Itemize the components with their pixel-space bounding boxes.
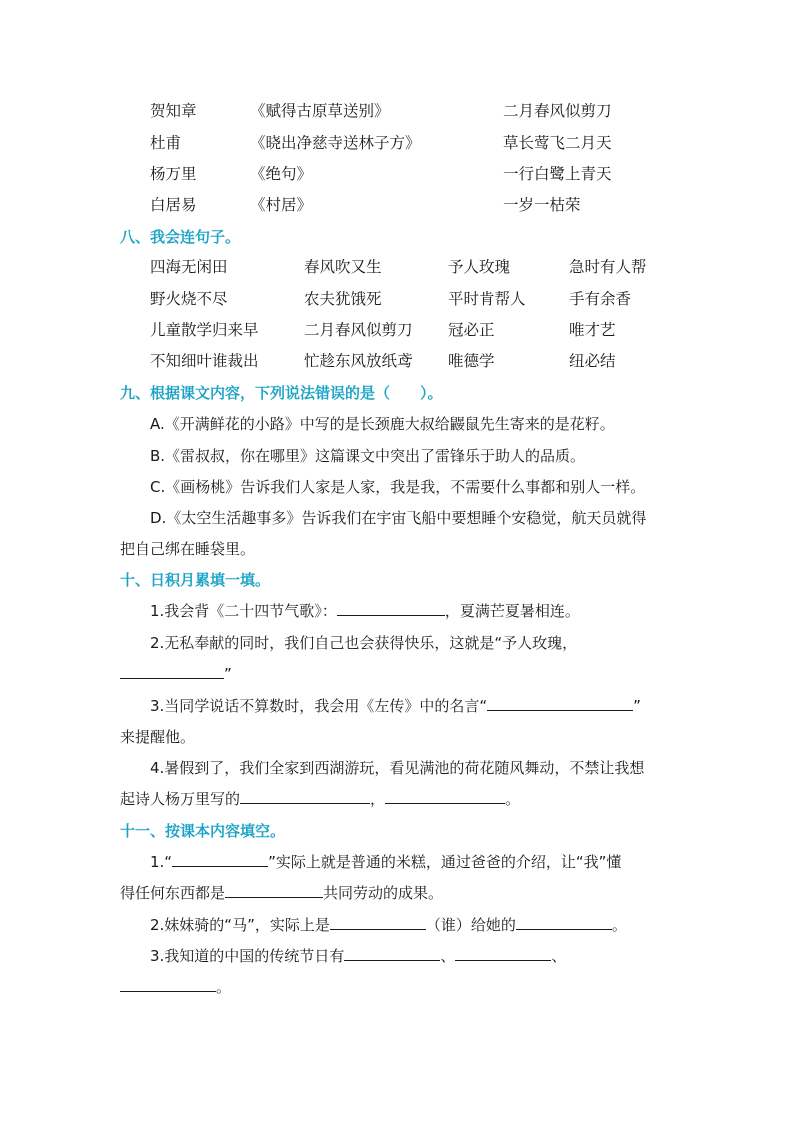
s11-q2-period: 。 (611, 916, 627, 934)
match-phrase: 唯德学 (448, 352, 495, 370)
s10-question-2 (120, 632, 680, 654)
s11-q3-blank-3[interactable] (120, 976, 216, 992)
s10-q4-blank-1[interactable] (240, 788, 370, 804)
poem-line: 草长莺飞二月天 (503, 134, 612, 152)
match-phrase: 四海无闲田 (150, 258, 228, 276)
option-c (120, 476, 680, 498)
match-phrase: 冠必正 (448, 321, 495, 339)
s11-q1-blank-1[interactable] (172, 851, 268, 867)
match-phrase: 纽必结 (569, 352, 616, 370)
s11-q3-sep-1: 、 (440, 947, 456, 965)
s10-question-1 (120, 600, 680, 622)
option-b (120, 445, 680, 467)
match-phrase: 二月春风似剪刀 (304, 321, 413, 339)
s10-q3-blank[interactable] (487, 695, 633, 711)
s10-question-4-line2 (120, 788, 680, 810)
match-phrase: 野火烧不尽 (150, 290, 228, 308)
s11-question-3-line2 (120, 976, 680, 998)
s10-question-3-line2: 来提醒他。 (120, 728, 196, 746)
s11-q2-text: （谁）给她的 (425, 916, 516, 934)
s11-q2-blank-2[interactable] (516, 914, 612, 930)
option-c-text: C.《画杨桃》告诉我们人家是人家，我是我，不需要什么事都和别人一样。 (150, 478, 646, 496)
option-b-text: B.《雷叔叔，你在哪里》这篇课文中突出了雷锋乐于助人的品质。 (150, 447, 586, 465)
s11-q3-prefix: 3.我知道的中国的传统节日有 (150, 947, 345, 965)
match-phrase: 忙趁东风放纸鸢 (304, 352, 413, 370)
match-phrase: 急时有人帮 (569, 258, 647, 276)
s10-q3-prefix: 3.当同学说话不算数时，我会用《左传》中的名言“ (150, 697, 488, 715)
s10-q2-prefix: 2.无私奉献的同时，我们自己也会获得快乐，这就是“予人玫瑰， (150, 634, 578, 652)
poem-author: 白居易 (150, 196, 197, 214)
match-phrase: 儿童散学归来早 (150, 321, 259, 339)
s10-q4-comma: ， (370, 790, 386, 808)
option-a-text: A.《开满鲜花的小路》中写的是长颈鹿大叔给鼹鼠先生寄来的是花籽。 (150, 415, 615, 433)
s10-question-4 (120, 757, 680, 779)
option-d (120, 507, 680, 529)
poem-author: 杜甫 (150, 134, 182, 152)
poem-line: 一岁一枯荣 (503, 196, 581, 214)
poem-title: 《村居》 (250, 196, 313, 214)
poem-author: 杨万里 (150, 165, 197, 183)
s11-q1-text-3: 共同劳动的成果。 (323, 884, 444, 902)
match-phrase: 农夫犹饿死 (304, 290, 382, 308)
poem-title: 《晓出净慈寺送林子方》 (250, 134, 421, 152)
s11-q3-blank-2[interactable] (455, 945, 551, 961)
option-a (120, 413, 680, 435)
section-9-heading: 九、根据课文内容，下列说法错误的是（ ）。 (120, 384, 443, 402)
s10-q2-blank[interactable] (120, 663, 224, 679)
s11-q1-blank-2[interactable] (225, 882, 323, 898)
section-10-heading: 十、日积月累填一填。 (120, 571, 271, 589)
s10-q2-suffix: ” (224, 665, 232, 683)
match-phrase: 唯才艺 (569, 321, 616, 339)
s10-q1-prefix: 1.我会背《二十四节气歌》： (150, 602, 337, 620)
match-phrase: 不知细叶谁裁出 (150, 352, 259, 370)
s11-question-1 (120, 851, 680, 873)
poem-author: 贺知章 (150, 102, 197, 120)
s11-question-2 (120, 914, 680, 936)
s10-q3-close-quote: ” (633, 697, 641, 715)
match-phrase: 予人玫瑰 (448, 258, 511, 276)
s11-q2-prefix: 2.妹妹骑的“马”，实际上是 (150, 916, 330, 934)
s10-q1-blank[interactable] (337, 600, 445, 616)
option-d-continued: 把自己绑在睡袋里。 (120, 540, 256, 558)
option-d-text: D.《太空生活趣事多》告诉我们在宇宙飞船中要想睡个安稳觉，航天员就得 (150, 509, 647, 527)
s10-q4-prefix: 4.暑假到了，我们全家到西湖游玩，看见满池的荷花随风舞动，不禁让我想 (150, 759, 645, 777)
section-11-heading: 十一、按课本内容填空。 (120, 822, 286, 840)
s11-q3-blank-1[interactable] (344, 945, 440, 961)
s10-question-2-line2 (120, 663, 680, 685)
s10-q4-text: 起诗人杨万里写的 (120, 790, 241, 808)
s11-q1-text-2: 得任何东西都是 (120, 884, 226, 902)
s10-q1-suffix: ，夏满芒夏暑相连。 (444, 602, 580, 620)
s11-question-3 (120, 945, 680, 967)
poem-title: 《绝句》 (250, 165, 313, 183)
poem-title: 《赋得古原草送别》 (250, 102, 390, 120)
s11-question-1-line2 (120, 882, 680, 904)
s10-q4-period: 。 (505, 790, 521, 808)
s11-q1-text: ”实际上就是普通的米糕，通过爸爸的介绍，让“我”懂 (268, 853, 622, 871)
s11-q2-blank-1[interactable] (330, 914, 426, 930)
s11-q3-period: 。 (216, 978, 232, 996)
match-phrase: 手有余香 (569, 290, 632, 308)
s11-q3-sep-2: 、 (551, 947, 567, 965)
section-8-heading: 八、我会连句子。 (120, 228, 241, 246)
match-phrase: 春风吹又生 (304, 258, 382, 276)
match-phrase: 平时肯帮人 (448, 290, 526, 308)
s11-q1-prefix: 1.“ (150, 853, 173, 871)
poem-line: 二月春风似剪刀 (503, 102, 612, 120)
poem-line: 一行白鹭上青天 (503, 165, 612, 183)
s10-question-3 (120, 695, 680, 717)
s10-q4-blank-2[interactable] (385, 788, 505, 804)
